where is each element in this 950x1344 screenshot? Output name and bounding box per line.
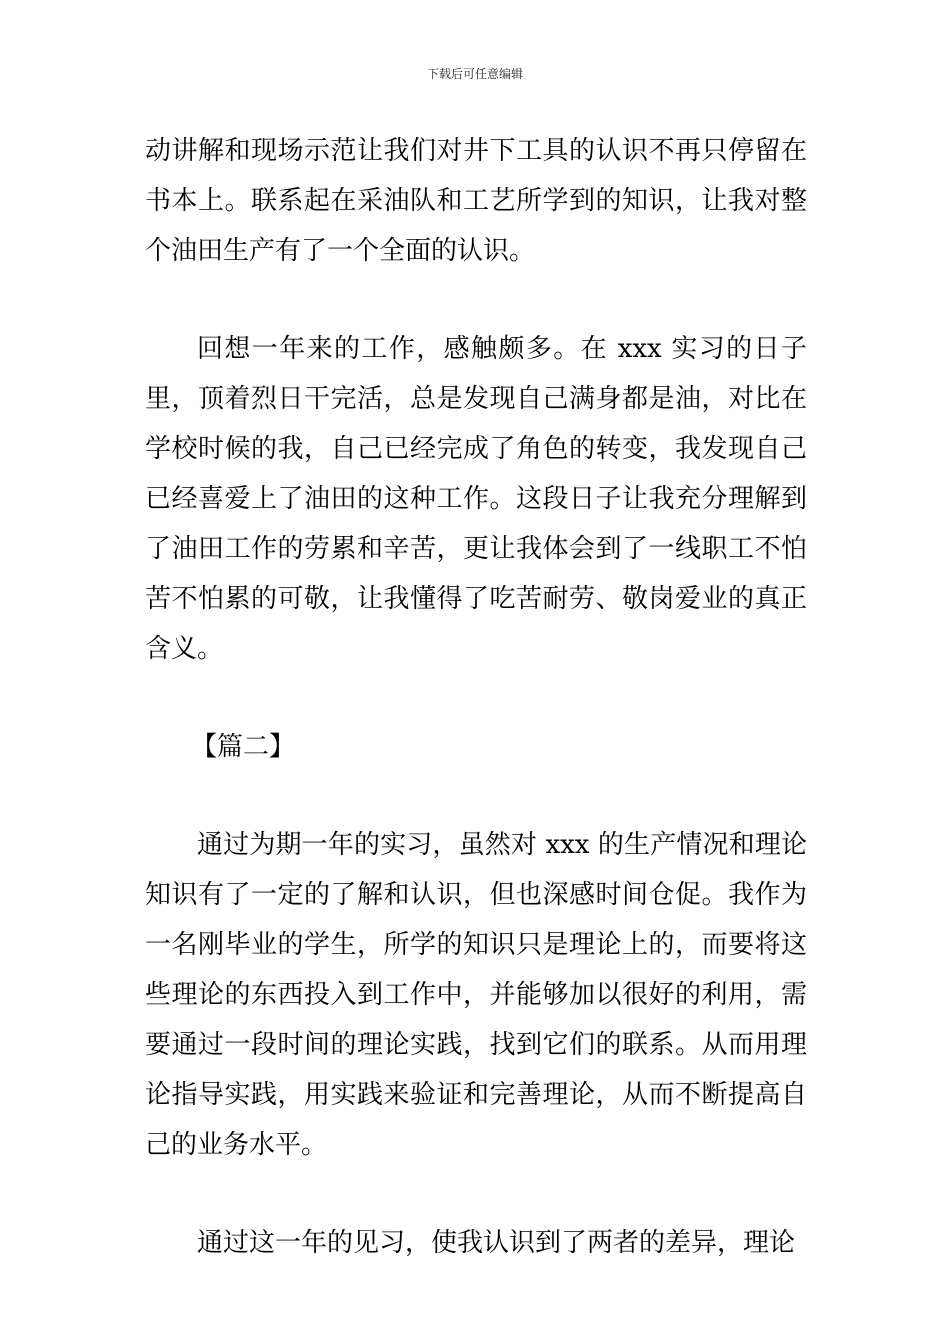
page-header-note: 下载后可任意编辑 bbox=[426, 67, 523, 81]
paragraph-reflection: 回想一年来的工作，感触颇多。在 xxx 实习的日子里，顶着烈日干完活，总是发现自己满身都是油，对比在学校时候的我，自己已经完成了角色的转变，我发现自己已经喜爱上了油田的这种工作。这段日子让我充分理解到了油田工作的劳累和辛苦，更让我体会到了一线职工不怕苦不怕累的可敬，让我懂得了吃苦耐劳、敬岗爱业的真正含义。 bbox=[145, 334, 807, 664]
paragraph-gap bbox=[145, 1170, 807, 1218]
paragraph-gap bbox=[145, 674, 807, 722]
paragraph-gap bbox=[145, 276, 807, 324]
paragraph-gap bbox=[145, 772, 807, 820]
paragraph-continuation: 动讲解和现场示范让我们对井下工具的认识不再只停留在书本上。联系起在采油队和工艺所学到的知识，让我对整个油田生产有了一个全面的认识。 bbox=[145, 136, 807, 266]
paragraph-internship-summary: 通过为期一年的实习，虽然对 xxx 的生产情况和理论知识有了一定的了解和认识，但也深感时间仓促。我作为一名刚毕业的学生，所学的知识只是理论上的，而要将这些理论的东西投入到工作中，并能够加以很好的利用，需要通过一段时间的理论实践，找到它们的联系。从而用理论指导实践，用实践来验证和完善理论，从而不断提高自己的业务水平。 bbox=[145, 830, 807, 1160]
section-title: 【篇二】 bbox=[191, 732, 296, 762]
paragraph-observation: 通过这一年的见习，使我认识到了两者的差异，理论 bbox=[197, 1228, 796, 1258]
document-body bbox=[145, 126, 807, 1268]
